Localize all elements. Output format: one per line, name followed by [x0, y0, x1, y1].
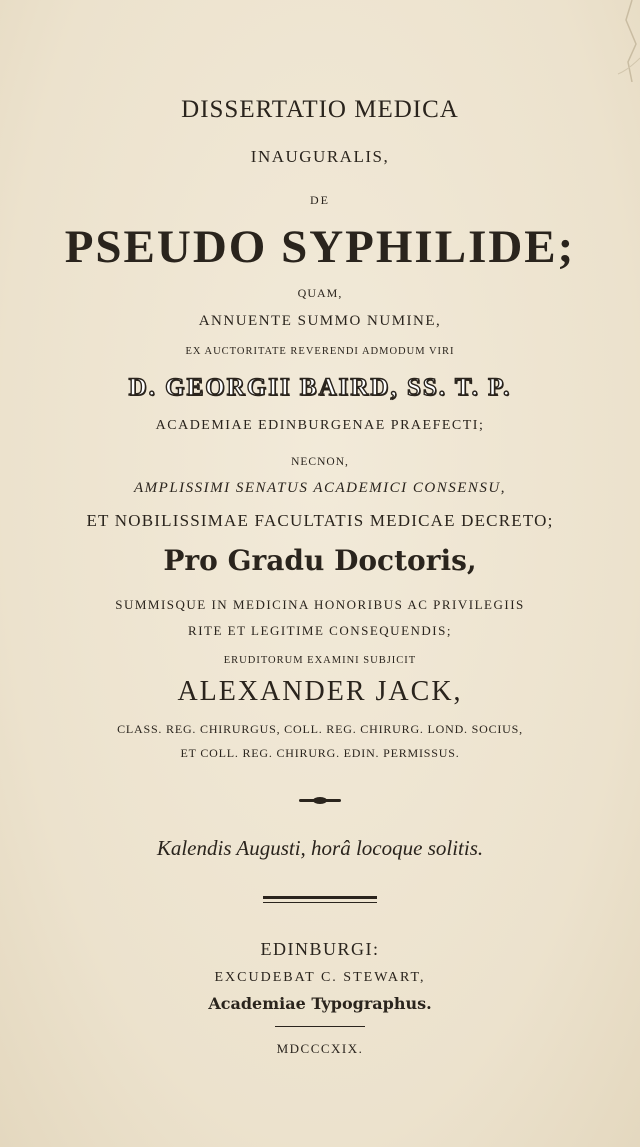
consequendis-line: RITE ET LEGITIME CONSEQUENDIS;: [188, 623, 452, 638]
facultatis-line: ET NOBILISSIMAE FACULTATIS MEDICAE DECRETO;: [86, 511, 554, 530]
auctoritate-line: EX AUCTORITATE REVERENDI ADMODUM VIRI: [185, 346, 455, 357]
rector-name: D. GEORGII BAIRD, SS. T. P.: [128, 374, 512, 401]
imprint-rule: [275, 1026, 365, 1027]
author-credentials-1: CLASS. REG. CHIRURGUS, COLL. REG. CHIRURG. LOND. SOCIUS,: [117, 722, 523, 736]
page-corner-fold: [562, 0, 640, 82]
imprint-printer: EXCUDEBAT C. STEWART,: [214, 970, 426, 985]
author-name: ALEXANDER JACK,: [177, 676, 463, 707]
imprint-city: EDINBURGI:: [260, 939, 380, 959]
dissertation-subtitle: INAUGURALIS,: [250, 147, 390, 166]
pro-gradu-line: Pro Gradu Doctoris,: [163, 544, 477, 577]
double-rule-bottom: [263, 902, 377, 903]
honoribus-line: SUMMISQUE IN MEDICINA HONORIBUS AC PRIVILEGIIS: [115, 597, 525, 612]
double-rule-top: [263, 896, 377, 899]
necnon-line: NECNON,: [291, 456, 349, 468]
preposition-de: DE: [310, 193, 330, 207]
date-line: Kalendis Augusti, horâ locoque solitis.: [156, 836, 484, 860]
imprint-year: MDCCCXIX.: [276, 1041, 364, 1056]
annuente-line: ANNUENTE SUMMO NUMINE,: [198, 313, 442, 329]
quam-line: QUAM,: [297, 286, 343, 300]
academiae-line: ACADEMIAE EDINBURGENAE PRAEFECTI;: [155, 418, 485, 433]
senatus-line: AMPLISSIMI SENATUS ACADEMICI CONSENSU,: [134, 480, 506, 496]
eruditorum-line: ERUDITORUM EXAMINI SUBJICIT: [223, 655, 417, 666]
dissertation-topic: PSEUDO SYPHILIDE;: [64, 221, 576, 273]
author-credentials-2: ET COLL. REG. CHIRURG. EDIN. PERMISSUS.: [180, 746, 460, 760]
ornament-center: [313, 797, 327, 804]
dissertation-title: DISSERTATIO MEDICA: [181, 96, 459, 123]
imprint-printer-role: Academiae Typographus.: [208, 994, 432, 1013]
